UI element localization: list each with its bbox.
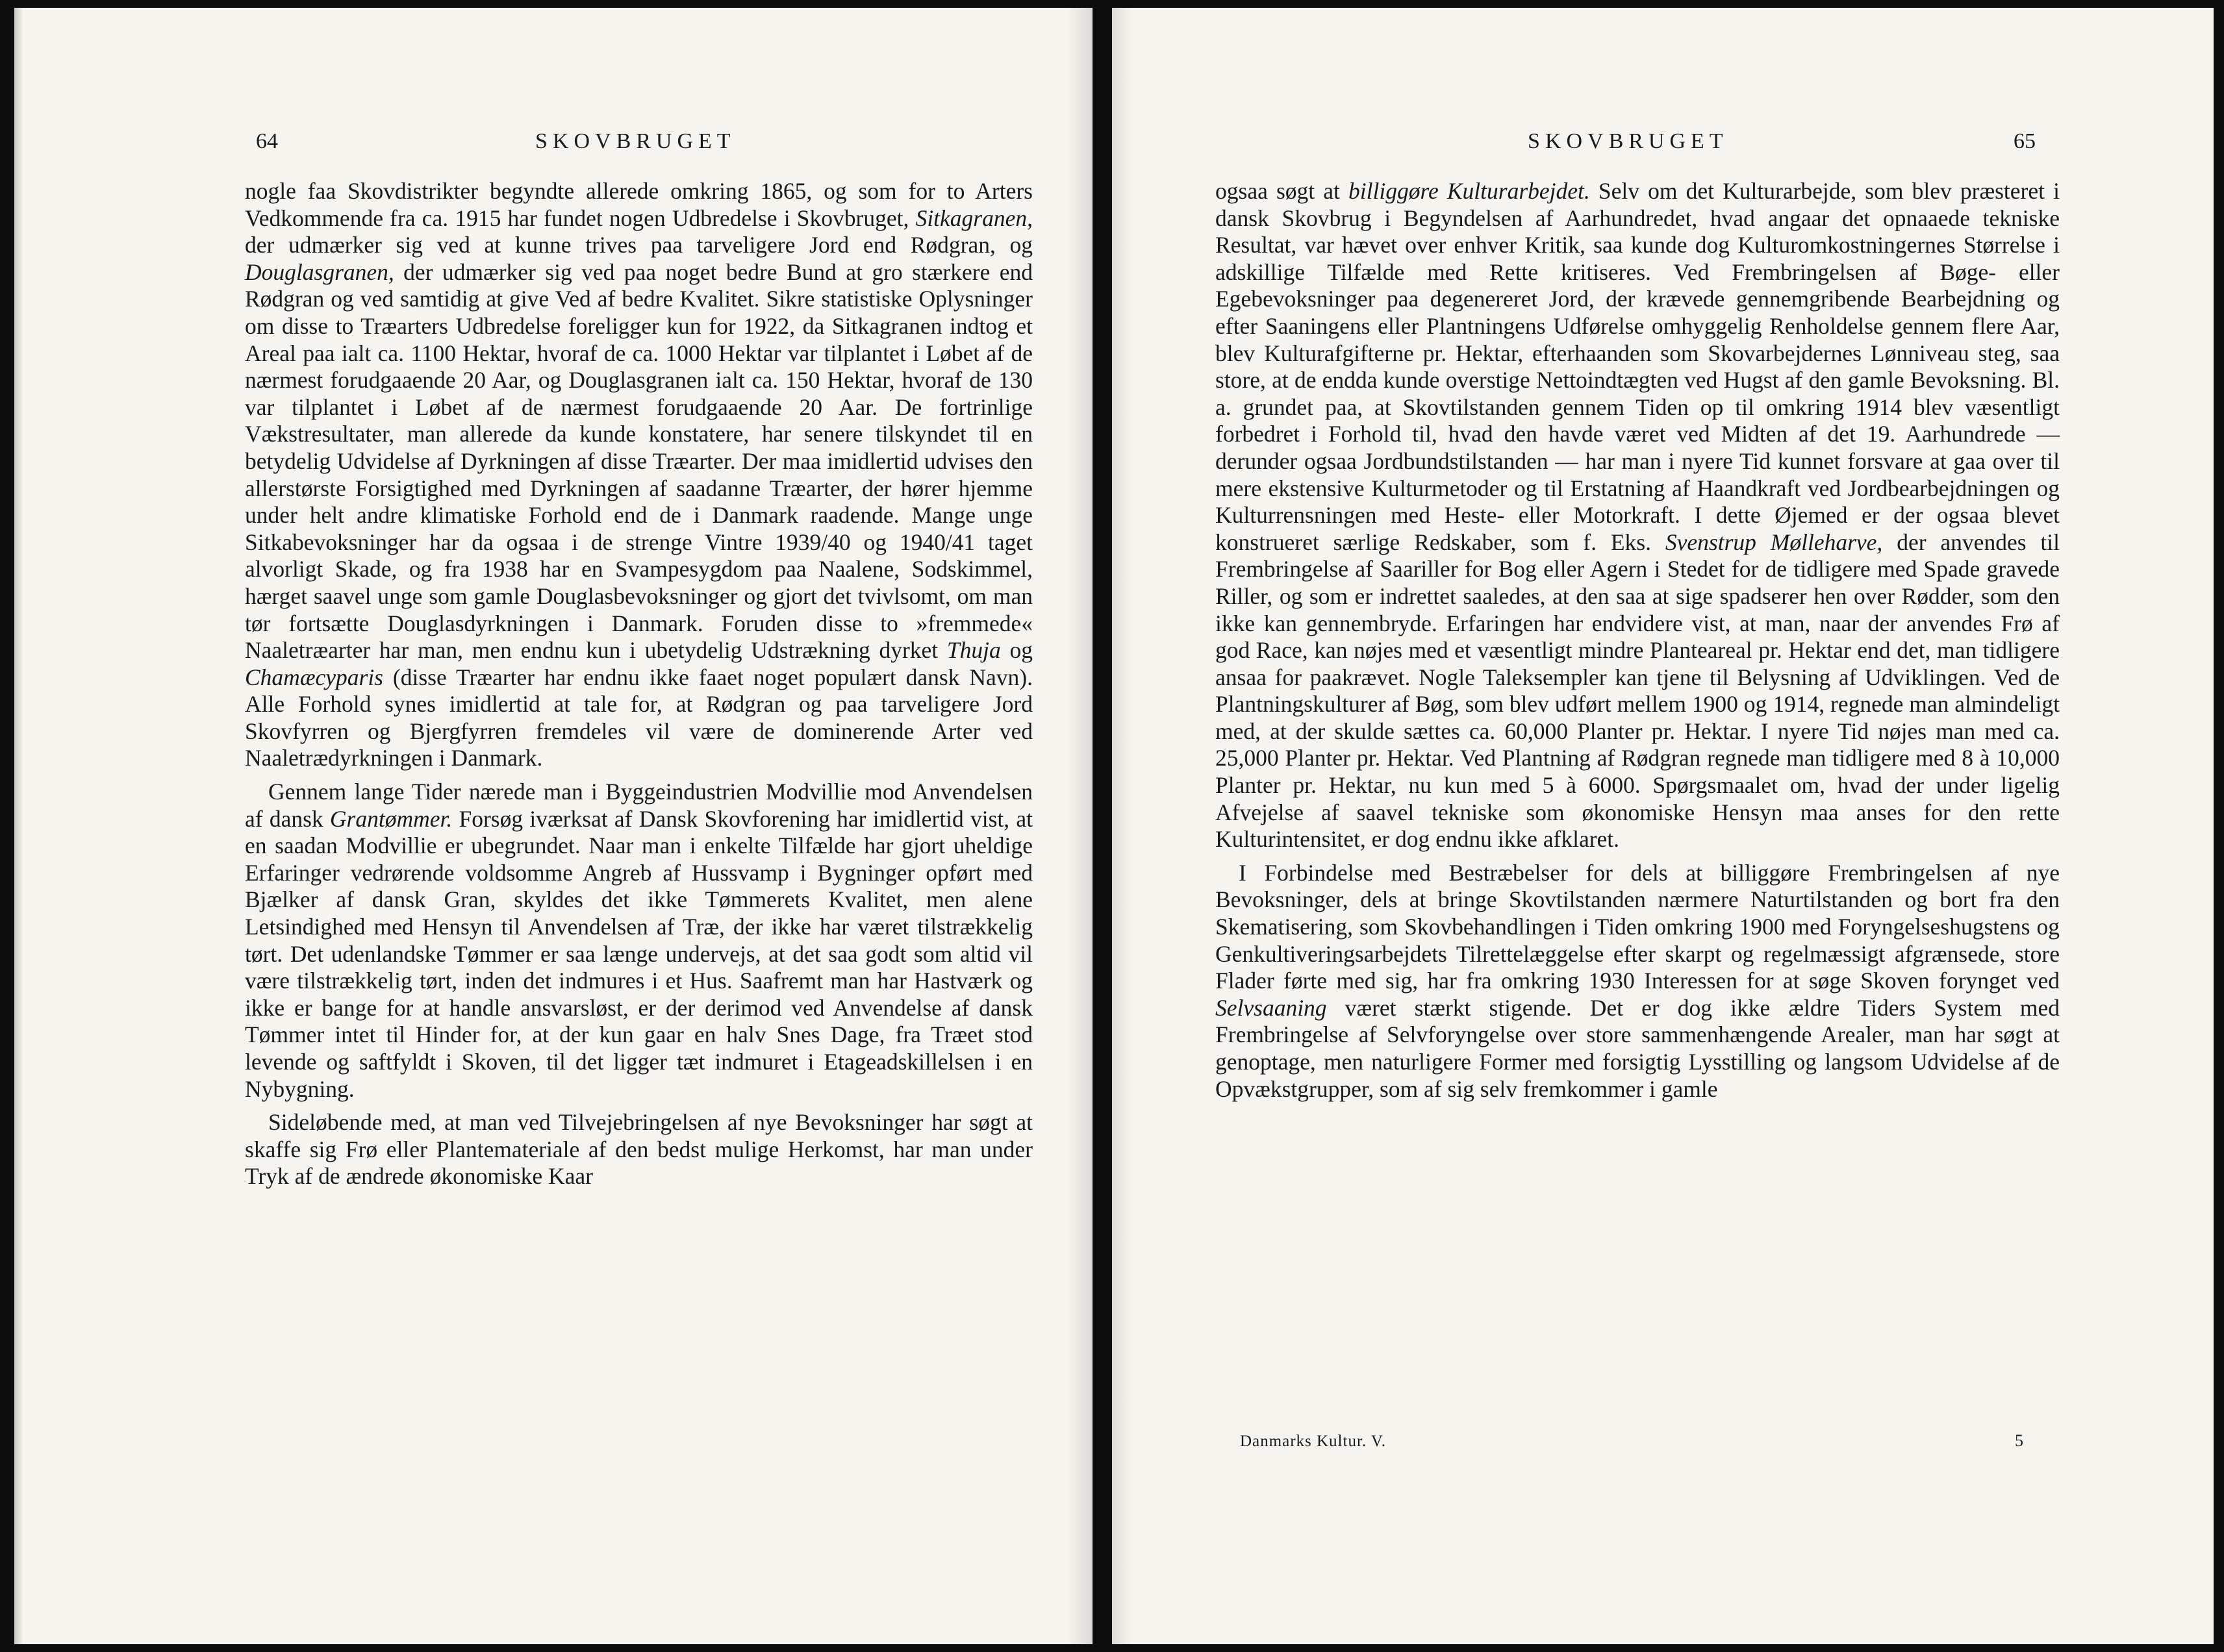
footer-sheet-number: 5 <box>2015 1431 2023 1450</box>
italic-term: Svenstrup Mølleharve, <box>1665 529 1883 555</box>
body-text <box>1215 178 2060 1103</box>
text-run: nogle faa Skovdistrikter begyndte allerede omkring 1865, og som for to Arters Vedkommende fra ca. 1915 har fundet nogen Udbredelse i Skovbruget, <box>245 178 1033 231</box>
text-run: der anvendes til Frembringelse af Saariller for Bog eller Agern i Stedet for de tidligere med Spade gravede Riller, og som er indrettet saaledes, at den saa at sige spadserer hen over Rødder, som den ikke kan gennembryde. Erfaringen har endvidere vist, at man, naar der anvendes Frø af god Race, kan nøjes med et væsentligt mindre Planteareal pr. Hektar end det, man tidligere ansaa for paakrævet. Nogle Taleksempler kan tjene til Belysning af Udviklingen. Ved de Plantningskulturer af Bøg, som blev udført mellem 1900 og 1914, regnede man almindeligt med, at der skulde sættes ca. 60,000 Planter pr. Hektar. I nyere Tid nøjes man med ca. 25,000 Planter pr. Hektar. Ved Plantning af Rødgran regnede man tidligere med 8 à 10,000 Planter pr. Hektar, nu kun med 5 à 6000. Spørgsmaalet om, hvad der under ligelig Afvejelse af saavel tekniske som økonomiske Hensyn maa anses for den rette Kulturintensitet, er dog endnu ikke afklaret. <box>1215 529 2060 853</box>
text-run: Selv om det Kulturarbejde, som blev præsteret i dansk Skovbrug i Begyndelsen af Aarhundredet, hvad angaar det opnaaede tekniske Resultat, var hævet over enhver Kritik, saa kunde dog Kulturomkostningernes Størrelse i adskillige Tilfælde med Rette kritiseres. Ved Frembringelsen af Bøge- eller Egebevoksninger paa degenereret Jord, der krævede gennemgribende Bearbejdning og efter Saaningens eller Plantningens Udførelse omhyggelig Renholdelse gennem flere Aar, blev Kulturafgifterne pr. Hektar, efterhaanden som Skovarbejdernes Lønniveau steg, saa store, at de endda kunde overstige Nettoindtægten ved Hugst af den gamle Bevoksning. Bl. a. grundet paa, at Skovtilstanden gennem Tiden op til omkring 1914 blev væsentligt forbedret i Forhold til, hvad den havde været ved Midten af det 19. Aarhundrede — derunder ogsaa Jordbundstilstanden — har man i nyere Tid kunnet forsvare at gaa over til mere ekstensive Kulturmetoder og til Erstatning af Haandkraft ved Jordbearbejdningen og Kulturrensningen med Heste- eller Motorkraft. I dette Øjemed er der ogsaa blevet konstrueret særlige Redskaber, som f. Eks. <box>1215 178 2060 555</box>
text-run: Gennem lange Tider nærede man i Byggeindustrien Modvillie mod Anvendelsen af dansk <box>245 779 1033 832</box>
text-run: Sideløbende med, at man ved Tilvejebringelsen af nye Bevoksninger har søgt at skaffe sig Frø eller Plantemateriale af den bedst mulige Herkomst, har man under Tryk af de ændrede økonomiske Kaar <box>245 1109 1033 1190</box>
running-title: SKOVBRUGET <box>1528 129 1728 153</box>
page-number: 65 <box>2014 129 2036 153</box>
text-run: ogsaa søgt at <box>1215 178 1349 204</box>
paragraph <box>245 1109 1033 1190</box>
italic-term: Chamæcyparis <box>245 664 383 690</box>
text-run: I Forbindelse med Bestræbelser for dels at billiggøre Frembringelsen af nye Bevoksninger, dels at bringe Skovtilstanden nærmere Naturtilstanden og bort fra den Skematisering, som Skovbehandlingen i Tiden omkring 1900 med Foryngelseshugstens og Genkultiveringsarbejdets Tilrettelæggelse efter skarpt og regelmæssigt afgrænsede, store Flader førte med sig, har fra omkring 1930 Interessen for at søge Skoven forynget ved <box>1215 859 2060 994</box>
running-title: SKOVBRUGET <box>535 129 736 153</box>
paragraph-gap <box>245 1103 1033 1109</box>
paragraph-gap <box>1215 853 2060 860</box>
left-page <box>14 8 1093 1644</box>
text-run: (disse Træarter har endnu ikke faaet noget populært dansk Navn). Alle Forhold synes imidlertid at tale for, at Rødgran og paa tarveligere Jord Skovfyrren og Bjergfyrren fremdeles vil være de dominerende Arter ved Naaletrædyrkningen i Danmark. <box>245 664 1033 771</box>
paragraph <box>1215 860 2060 1103</box>
italic-term: Douglasgranen, <box>245 258 394 285</box>
paragraph <box>245 178 1033 772</box>
italic-term: Selvsaaning <box>1215 994 1327 1021</box>
paragraph <box>1215 178 2060 853</box>
text-run: der udmærker sig ved paa noget bedre Bund at gro stærkere end Rødgran og ved samtidig at give Ved af bedre Kvalitet. Sikre statistiske Oplysninger om disse to Træarters Udbredelse foreligger kun for 1922, da Sitkagranen indtog et Areal paa ialt ca. 1100 Hektar, hvoraf de ca. 1000 Hektar var tilplantet i Løbet af de nærmest forudgaaende 20 Aar, og Douglasgranen ialt ca. 150 Hektar, hvoraf de 130 var tilplantet i Løbet af de nærmest forudgaaende 20 Aar. De fortrinlige Vækstresultater, man allerede da kunde konstatere, har senere tilskyndet til en betydelig Udvidelse af Dyrkningen af disse Træarter. Der maa imidlertid udvises den allerstørste Forsigtighed med Dyrkningen af saadanne Træarter, der hører hjemme under helt andre klimatiske Forhold end de i Danmark raadende. Mange unge Sitkabevoksninger har da ogsaa i de strenge Vintre 1939/40 og 1940/41 taget alvorligt Skade, og fra 1938 har en Svampesygdom paa Naalene, Sodskimmel, hærget saavel unge som gamle Douglasbevoksninger og gjort det tvivlsomt, om man tør fortsætte Douglasdyrkningen i Danmark. Foruden disse to »fremmede« Naaletræarter har man, men endnu kun i ubetydelig Udstrækning dyrket <box>245 258 1033 664</box>
page-number: 64 <box>256 129 278 153</box>
paragraph-gap <box>245 772 1033 779</box>
footer-signature: Danmarks Kultur. V. <box>1240 1433 1387 1450</box>
text-run: været stærkt stigende. Det er dog ikke ældre Tiders System med Frembringelse af Selvforyngelse over store sammenhængende Arealer, man har søgt at genoptage, men naturligere Former med forsigtig Lysstilling og langsom Udvidelse af de Opvækstgrupper, som af sig selv fremkommer i gamle <box>1215 994 2060 1102</box>
text-run: Forsøg iværksat af Dansk Skovforening har imidlertid vist, at en saadan Modvillie er ubegrundet. Naar man i enkelte Tilfælde har gjort uheldige Erfaringer vedrørende voldsomme Angreb af Hussvamp i Bygninger opført med Bjælker af dansk Gran, skyldes det ikke Tømmerets Kvalitet, men alene Letsindighed med Hensyn til Anvendelsen af Træ, der ikke har været tilstrækkelig tørt. Det udenlandske Tømmer er saa længe undervejs, at det saa godt som altid vil være tilstrækkelig tørt, inden det indmures i et Hus. Saafremt man har Hastværk og ikke er bange for at handle ansvarsløst, er der derimod ved Anvendelse af dansk Tømmer intet til Hinder for, at der kun gaar en halv Snes Dage, fra Træet stod levende og saftfyldt i Skoven, til det ligger tæt indmuret i Etageadskillelsen i en Nybygning. <box>245 805 1033 1102</box>
italic-term: Grantømmer. <box>329 805 453 832</box>
italic-term: Sitkagranen, <box>915 205 1033 231</box>
italic-term: Thuja <box>946 637 1001 664</box>
body-text <box>245 178 1033 1190</box>
right-page <box>1112 8 2214 1644</box>
paragraph <box>245 779 1033 1103</box>
text-run: og <box>1000 637 1033 664</box>
italic-term: billiggøre Kulturarbejdet. <box>1348 178 1590 204</box>
text-run: der udmærker sig ved at kunne trives paa tarveligere Jord end Rødgran, og <box>245 232 1033 258</box>
